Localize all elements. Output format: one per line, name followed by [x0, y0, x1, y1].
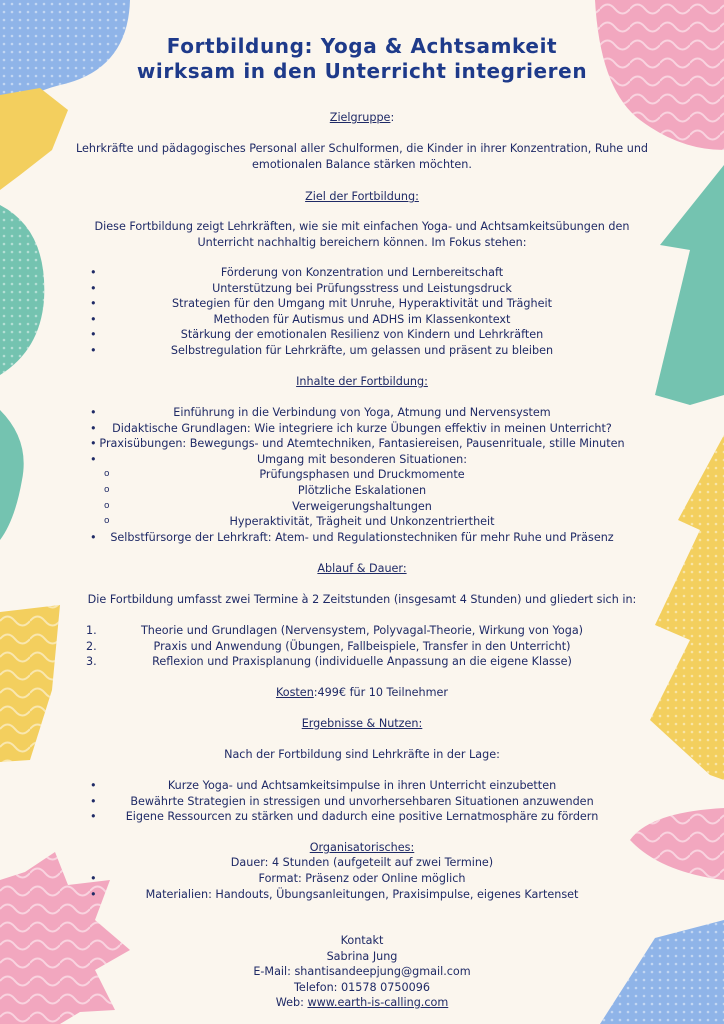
circle-bullet-icon: o	[104, 516, 110, 527]
numbered-item: 3. Reflexion und Praxisplanung (individuelle Anpassung an die eigene Klasse)	[86, 655, 572, 669]
kosten-line	[70, 685, 654, 701]
numbered-item: 1. Theorie und Grundlagen (Nervensystem, Polyvagal-Theorie, Wirkung von Yoga)	[86, 624, 584, 637]
organisatorisches-heading: Organisatorisches:	[309, 841, 415, 854]
bullet-icon: •	[90, 530, 97, 544]
bullet-icon: •	[90, 421, 97, 435]
inhalte-heading: Inhalte der Fortbildung:	[296, 375, 428, 388]
ziel-text: Diese Fortbildung zeigt Lehrkräften, wie sie mit einfachen Yoga- und Achtsamkeitsübungen den Unterricht nachhaltig bereichern können. Im Fokus stehen:	[94, 220, 630, 249]
zielgruppe-heading	[70, 110, 654, 126]
bullet-icon: •	[90, 437, 97, 451]
list-item: • Bewährte Strategien in stressigen und unvorhersehbaren Situationen anzuwenden	[90, 794, 594, 808]
list-item: • Umgang mit besonderen Situationen:	[90, 452, 468, 466]
bullet-icon: •	[90, 266, 97, 279]
kontakt-heading: Kontakt	[340, 934, 384, 947]
circle-bullet-icon: o	[104, 484, 110, 495]
ziel-list	[70, 265, 654, 359]
teal-shape-right	[655, 165, 724, 405]
kontakt-telefon: Telefon: 01578 0750096	[294, 981, 430, 994]
circle-bullet-icon: o	[104, 500, 110, 511]
list-item: • Methoden für Autismus und ADHS im Klassenkontext	[90, 312, 511, 326]
list-item: • Selbstregulation für Lehrkräfte, um gelassen und präsent zu bleiben	[90, 343, 554, 357]
bullet-icon: •	[90, 779, 97, 792]
list-item: • Materialien: Handouts, Übungsanleitungen, Praxisimpulse, eigenes Kartenset	[90, 887, 579, 901]
sub-list-item: o Plötzliche Eskalationen	[104, 483, 427, 497]
ablauf-text: Die Fortbildung umfasst zwei Termine à 2 Zeitstunden (insgesamt 4 Stunden) und gliedert sich in:	[87, 593, 637, 606]
bullet-icon: •	[90, 312, 97, 326]
bullet-icon: •	[90, 887, 97, 901]
ablauf-heading: Ablauf & Dauer:	[317, 562, 407, 575]
title-line-1: Fortbildung: Yoga & Achtsamkeit	[166, 34, 558, 58]
bullet-icon: •	[90, 810, 97, 824]
kontakt-name: Sabrina Jung	[326, 950, 398, 963]
list-item: • Einführung in die Verbindung von Yoga, Atmung und Nervensystem	[90, 406, 551, 419]
organisatorisches-list	[70, 871, 654, 902]
sub-list-item: o Verweigerungshaltungen	[104, 499, 432, 513]
list-item: • Selbstfürsorge der Lehrkraft: Atem- und Regulationstechniken für mehr Ruhe und Präsenz	[90, 530, 614, 544]
bullet-icon: •	[90, 452, 97, 466]
ablauf-list	[70, 623, 654, 670]
title-line-2: wirksam in den Unterricht integrieren	[136, 59, 588, 83]
list-item: • Unterstützung bei Prüfungsstress und Leistungsdruck	[90, 281, 512, 295]
list-item: • Kurze Yoga- und Achtsamkeitsimpulse in ihren Unterricht einzubetten	[90, 779, 557, 792]
list-item: • Didaktische Grundlagen: Wie integriere ich kurze Übungen effektiv in meinen Unterricht?	[90, 421, 612, 435]
ergebnisse-text: Nach der Fortbildung sind Lehrkräfte in der Lage:	[224, 748, 500, 761]
list-item: • Förderung von Konzentration und Lernbereitschaft	[90, 266, 504, 279]
bullet-icon: •	[90, 343, 97, 357]
kontakt-email: E-Mail: shantisandeepjung@gmail.com	[253, 965, 471, 978]
ziel-heading: Ziel der Fortbildung:	[305, 190, 419, 203]
page-title	[0, 34, 724, 84]
list-item: • Format: Präsenz oder Online möglich	[90, 872, 466, 885]
website-link[interactable]: www.earth-is-calling.com	[307, 996, 449, 1009]
bullet-icon: •	[90, 297, 97, 311]
numbered-item: 2. Praxis und Anwendung (Übungen, Fallbeispiele, Transfer in den Unterricht)	[86, 639, 571, 653]
zielgruppe-heading-suffix: :	[390, 111, 395, 124]
ergebnisse-heading: Ergebnisse & Nutzen:	[301, 717, 423, 730]
list-item: • Eigene Ressourcen zu stärken und dadurch eine positive Lernatmosphäre zu fördern	[90, 810, 599, 824]
circle-bullet-icon: o	[104, 469, 110, 480]
teal-blob-left-lower	[0, 410, 24, 540]
list-item: • Praxisübungen: Bewegungs- und Atemtechniken, Fantasiereisen, Pausenrituale, stille Minuten	[90, 437, 625, 451]
kosten-heading: Kosten	[275, 686, 314, 699]
ergebnisse-list	[70, 778, 654, 825]
bullet-icon: •	[90, 328, 97, 342]
list-item: • Strategien für den Umgang mit Unruhe, Hyperaktivität und Trägheit	[90, 297, 552, 311]
sub-list-item: o Prüfungsphasen und Druckmomente	[104, 468, 465, 482]
bullet-icon: •	[90, 872, 97, 885]
web-label: Web:	[275, 996, 308, 1009]
kosten-value: :499€ für 10 Teilnehmer	[313, 686, 449, 699]
sub-list-item: o Hyperaktivität, Trägheit und Unkonzentriertheit	[104, 515, 495, 529]
organisatorisches-dauer: Dauer: 4 Stunden (aufgeteilt auf zwei Termine)	[230, 856, 494, 869]
kontakt-web	[70, 995, 654, 1011]
inhalte-list	[70, 405, 654, 545]
list-item: • Stärkung der emotionalen Resilienz von Kindern und Lehrkräften	[90, 328, 544, 342]
bullet-icon: •	[90, 281, 97, 295]
zielgruppe-heading-text: Zielgruppe	[329, 111, 391, 124]
bullet-icon: •	[90, 794, 97, 808]
yellow-shape-top-left	[0, 88, 68, 190]
bullet-icon: •	[90, 406, 97, 419]
zielgruppe-text: Lehrkräfte und pädagogisches Personal aller Schulformen, die Kinder in ihrer Konzentration, Ruhe und emotionalen Balance stärken möchten.	[75, 142, 649, 171]
